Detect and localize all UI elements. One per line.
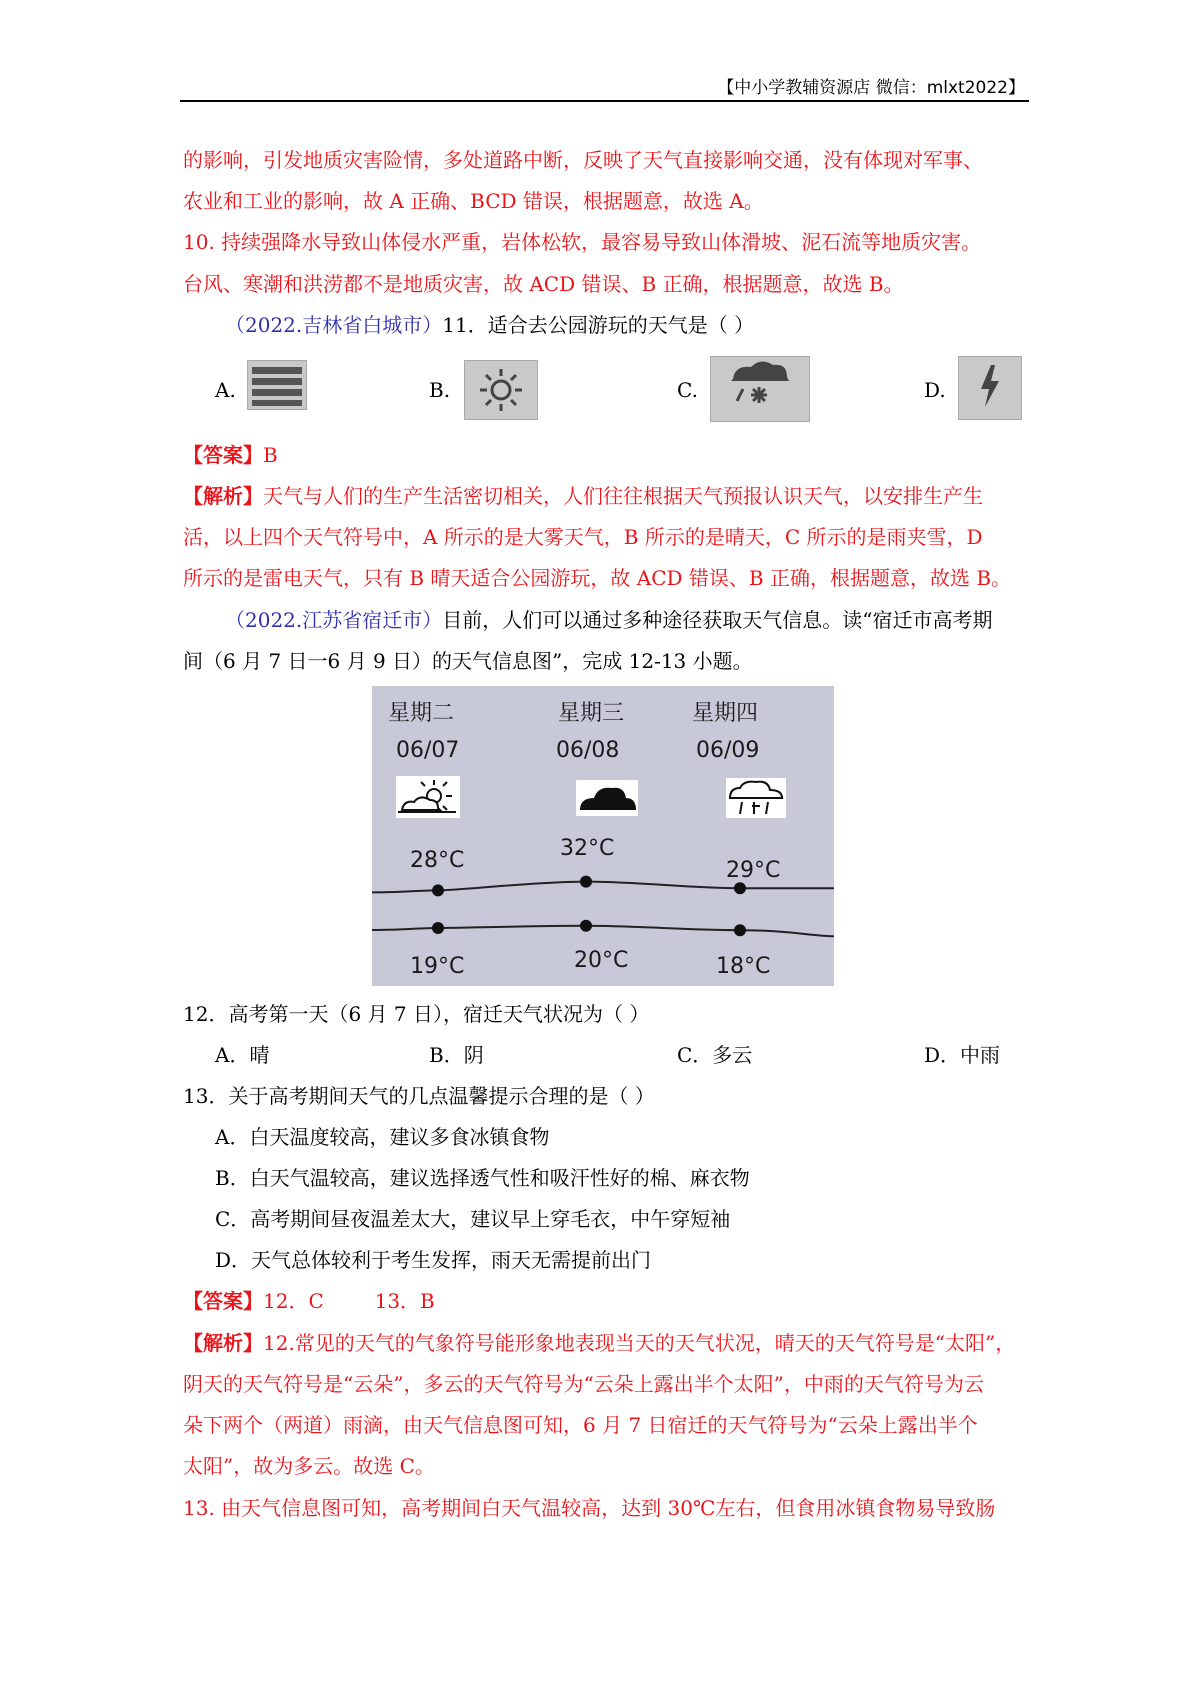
q11-question [225, 311, 754, 339]
answer-12-13-text: 12．C 13．B [263, 1289, 435, 1313]
temp-point-low-0 [432, 922, 444, 934]
q12-13-intro-line2: 间（6 月 7 日一6 月 9 日）的天气信息图”，完成 12-13 小题。 [183, 649, 753, 673]
chart-date-0609: 06/09 [696, 738, 760, 763]
q11-analysis-line1 [183, 482, 983, 510]
q13-option-b: B．白天气温较高，建议选择透气性和吸汗性好的棉、麻衣物 [215, 1166, 750, 1190]
q13-option-c: C．高考期间昼夜温差太大，建议早上穿毛衣，中午穿短袖 [215, 1207, 731, 1231]
para1-line1: 的影响，引发地质灾害险情，多处道路中断，反映了天气直接影响交通，没有体现对军事、 [183, 148, 983, 172]
temp-point-high-1 [580, 876, 592, 888]
partly-cloudy-icon [396, 776, 460, 818]
chart-date-0608: 06/08 [556, 738, 620, 763]
sunny-icon [464, 360, 538, 420]
analysis-12-13-line4: 太阳”，故为多云。故选 C。 [183, 1454, 435, 1478]
para2-line1: 10. 持续强降水导致山体侵水严重，岩体松软，最容易导致山体滑坡、泥石流等地质灾害。 [183, 230, 982, 254]
sleet-icon [710, 356, 810, 422]
analysis-12-13-tag: 【解析】 [183, 1331, 263, 1355]
q11-analysis-tag: 【解析】 [183, 484, 263, 508]
q11-analysis-line2: 活，以上四个天气符号中，A 所示的是大雾天气，B 所示的是晴天，C 所示的是雨夹雪，D [183, 525, 983, 549]
analysis-12-13-line2: 阴天的天气符号是“云朵”，多云的天气符号为“云朵上露出半个太阳”，中雨的天气符号为云 [183, 1372, 984, 1396]
q11-answer [183, 441, 278, 469]
analysis-12-13-line3: 朵下两个（两道）雨滴，由天气信息图可知，6 月 7 日宿迁的天气符号为“云朵上露出半个 [183, 1413, 978, 1437]
q12-option-a: A．晴 [215, 1043, 270, 1067]
temp-point-high-0 [432, 884, 444, 896]
q13-option-d: D．天气总体较利于考生发挥，雨天无需提前出门 [215, 1248, 652, 1272]
q11-analysis-line3: 所示的是雷电天气，只有 B 晴天适合公园游玩，故 ACD 错误、B 正确，根据题意，故选 B。 [183, 566, 1012, 590]
analysis-12-13-text1: 12.常见的天气的气象符号能形象地表现当天的天气状况，晴天的天气符号是“太阳”， [263, 1331, 1016, 1355]
answer-12-13 [183, 1287, 435, 1315]
fog-icon [247, 360, 307, 410]
weather-chart [372, 686, 834, 986]
chart-day-thu: 星期四 [692, 701, 759, 726]
q12-option-b: B．阴 [429, 1043, 484, 1067]
q12-13-intro-text: 目前，人们可以通过多种途径获取天气信息。读“宿迁市高考期 [442, 608, 993, 632]
overcast-icon [576, 780, 638, 816]
q11-source: （2022.吉林省白城市） [225, 313, 443, 337]
q11-text: 11．适合去公园游玩的天气是（ ） [442, 313, 755, 337]
chart-high-label-1: 32°C [560, 836, 615, 861]
q12-question: 12．高考第一天（6 月 7 日），宿迁天气状况为（ ） [183, 1002, 650, 1026]
q12-13-intro-line1 [225, 606, 993, 634]
q11-option-d-label: D. [924, 378, 946, 402]
chart-high-label-2: 29°C [726, 858, 781, 883]
q12-option-d: D．中雨 [924, 1043, 1001, 1067]
q11-option-a-label: A. [215, 378, 236, 402]
chart-date-0607: 06/07 [396, 738, 460, 763]
chart-day-wed: 星期三 [558, 701, 625, 726]
q12-13-source: （2022.江苏省宿迁市） [225, 608, 443, 632]
q11-option-b-label: B. [429, 378, 451, 402]
chart-low-label-1: 20°C [574, 948, 629, 973]
chart-low-label-2: 18°C [716, 954, 771, 979]
page-header: 【中小学教辅资源店 微信：mlxt2022】 [717, 78, 1025, 98]
q13-option-a: A．白天温度较高，建议多食冰镇食物 [215, 1125, 550, 1149]
q11-option-c-label: C. [677, 378, 698, 402]
q12-option-c: C．多云 [677, 1043, 753, 1067]
temp-point-low-2 [734, 924, 746, 936]
q11-analysis-text1: 天气与人们的生产生活密切相关，人们往往根据天气预报认识天气，以安排生产生 [263, 484, 983, 508]
q11-answer-value: B [263, 443, 278, 467]
temp-point-low-1 [580, 920, 592, 932]
temp-point-high-2 [734, 882, 746, 894]
q11-answer-tag: 【答案】 [183, 443, 263, 467]
q13-question: 13．关于高考期间天气的几点温馨提示合理的是（ ） [183, 1084, 655, 1108]
chart-low-label-0: 19°C [410, 954, 465, 979]
rain-icon [726, 778, 786, 818]
para2-line2: 台风、寒潮和洪涝都不是地质灾害，故 ACD 错误、B 正确，根据题意，故选 B。 [183, 272, 904, 296]
para1-line2: 农业和工业的影响，故 A 正确、BCD 错误，根据题意，故选 A。 [183, 189, 764, 213]
chart-day-tue: 星期二 [388, 701, 455, 726]
analysis-12-13-line1 [183, 1329, 1015, 1357]
thunder-icon [958, 356, 1022, 420]
header-rule [180, 100, 1029, 102]
answer-12-13-tag: 【答案】 [183, 1289, 263, 1313]
analysis-12-13-line5: 13. 由天气信息图可知，高考期间白天气温较高，达到 30℃左右，但食用冰镇食物易导致肠 [183, 1496, 996, 1520]
chart-high-label-0: 28°C [410, 848, 465, 873]
